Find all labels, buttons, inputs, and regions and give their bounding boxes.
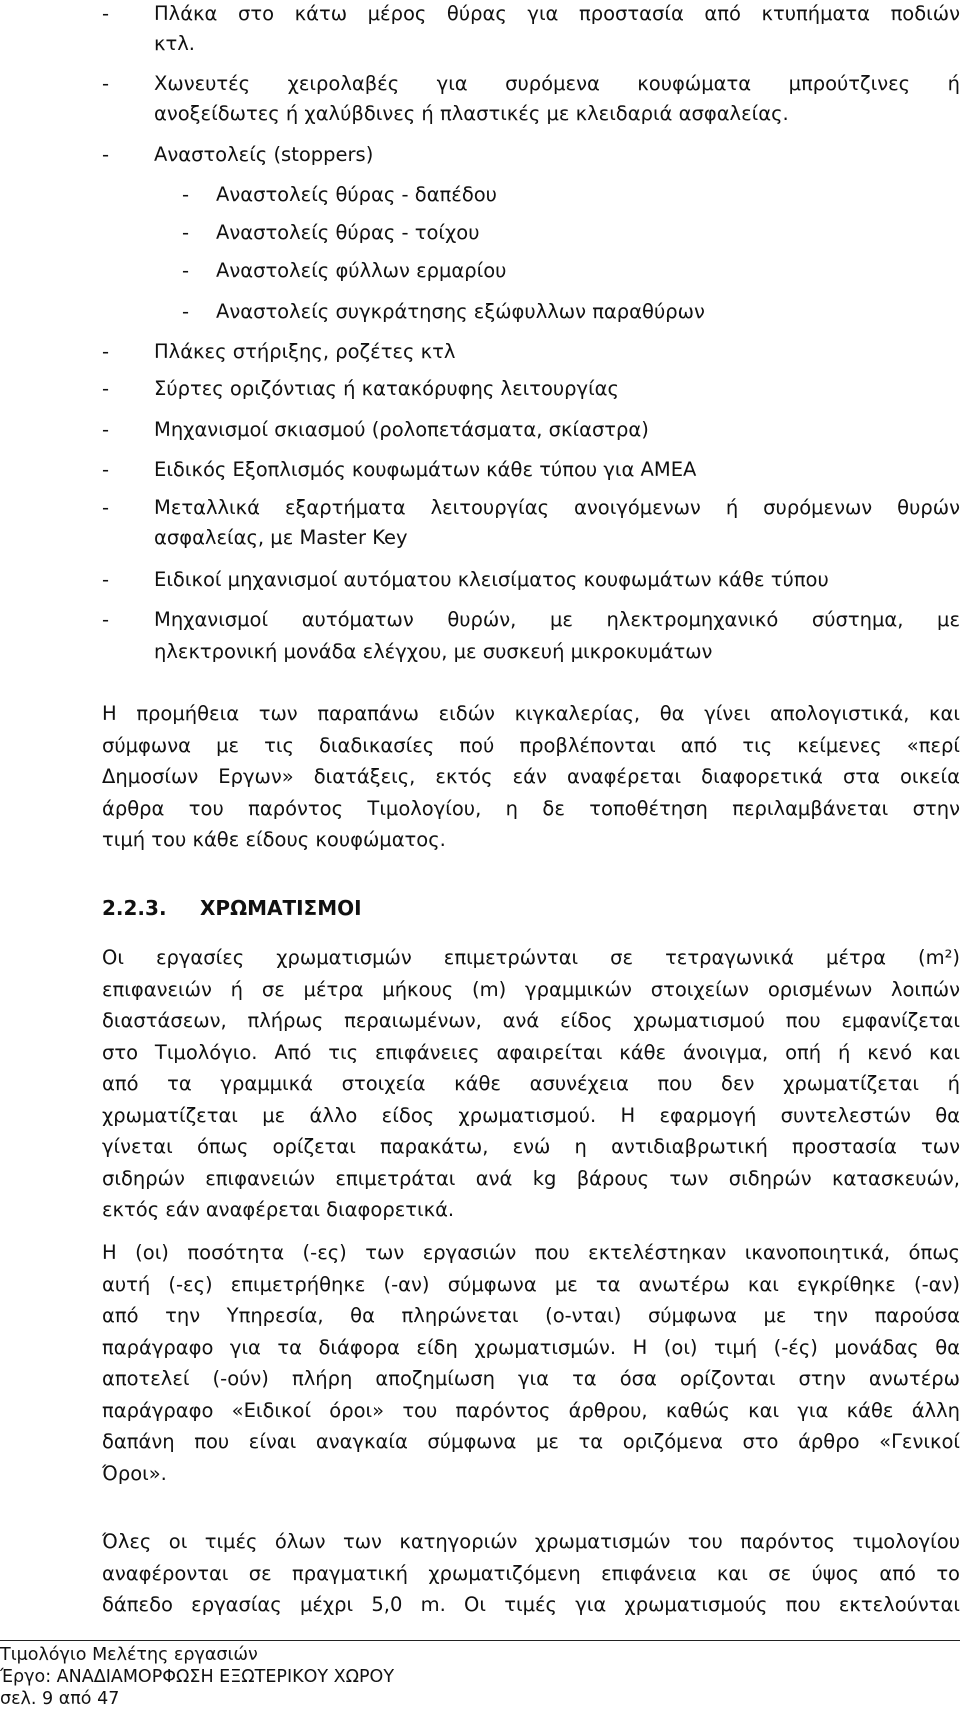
list-item-text: Πλάκα στο κάτω μέρος θύρας για προστασία από κτυπήματα ποδιών — [154, 2, 960, 25]
list-item-text: Πλάκες στήριξης, ροζέτες κτλ — [154, 340, 456, 363]
paragraph-line: εκτός εάν αναφέρεται διαφορετικά. — [102, 1198, 455, 1221]
footer-doc-title: Τιμολόγιο Μελέτης εργασιών — [0, 1645, 258, 1665]
list-dash: - — [102, 418, 110, 441]
list-dash: - — [182, 221, 190, 244]
list-item-text: ηλεκτρονική μονάδα ελέγχου, με συσκευή μικροκυμάτων — [154, 640, 713, 663]
list-dash: - — [102, 72, 110, 95]
sub-list-item-text: Αναστολείς θύρας - δαπέδου — [216, 183, 497, 206]
paragraph-measurement — [102, 942, 960, 1226]
section-number: 2.2.3. — [102, 896, 167, 920]
section-heading — [102, 896, 362, 920]
paragraph-line: στο Τιμολόγιο. Από τις επιφάνειες αφαιρείται κάθε άνοιγμα, οπή ή κενό και — [102, 1040, 960, 1064]
list-dash: - — [182, 259, 190, 282]
list-dash: - — [102, 2, 110, 25]
list-item-text: Μηχανισμοί αυτόματων θυρών, με ηλεκτρομηχανικό σύστημα, με — [154, 608, 960, 631]
paragraph-line: αναφέρονται σε πραγματική χρωματιζόμενη επιφάνεια και σε ύψος από το — [102, 1561, 960, 1585]
list-dash: - — [182, 300, 190, 323]
paragraph-line: Δημοσίων Εργων» διατάξεις, εκτός εάν αναφέρεται διαφορετικά στα οικεία — [102, 765, 960, 788]
paragraph-line: Όλες οι τιμές όλων των κατηγοριών χρωματισμών του παρόντος τιμολογίου — [102, 1530, 960, 1553]
paragraph-line: χρωματίζεται με άλλο είδος χρωματισμού. Η εφαρμογή συντελεστών θα — [102, 1103, 960, 1127]
list-item-text: Ειδικός Εξοπλισμός κουφωμάτων κάθε τύπου για ΑΜΕΑ — [154, 458, 697, 481]
sub-list-item-text: Αναστολείς συγκράτησης εξώφυλλων παραθύρων — [216, 300, 705, 323]
paragraph-prices — [102, 1526, 960, 1621]
list-item-text: κτλ. — [154, 32, 195, 55]
paragraph-line: σιδηρών επιφανειών επιμετράται ανά kg βάρους των σιδηρών κατασκευών, — [102, 1166, 960, 1190]
paragraph-line: Οι εργασίες χρωματισμών επιμετρώνται σε τετραγωνικά μέτρα (m²) — [102, 946, 960, 969]
paragraph-line: σύμφωνα με τις διαδικασίες πού προβλέπονται από τις κείμενες «περί — [102, 733, 960, 757]
list-item-text: Σύρτες οριζόντιας ή κατακόρυφης λειτουργίας — [154, 377, 619, 400]
list-dash: - — [102, 568, 110, 591]
paragraph-line: Η (οι) ποσότητα (-ες) των εργασιών που εκτελέστηκαν ικανοποιητικά, όπως — [102, 1241, 960, 1264]
list-dash: - — [102, 458, 110, 481]
list-dash: - — [102, 340, 110, 363]
list-item-text: Χωνευτές χειρολαβές για συρόμενα κουφώματα μπρούτζινες ή — [154, 72, 960, 95]
footer-divider — [0, 1640, 960, 1641]
list-dash: - — [102, 496, 110, 519]
paragraph-line: επιφανειών ή σε μέτρα μήκους (m) γραμμικών στοιχείων ορισμένων λοιπών — [102, 977, 960, 1001]
paragraph-line: παράγραφο «Ειδικοί όροι» του παρόντος άρθρου, καθώς και για κάθε άλλη — [102, 1398, 960, 1422]
paragraph-line: άρθρα του παρόντος Τιμολογίου, η δε τοποθέτηση περιλαμβάνεται στην — [102, 796, 960, 820]
list-item-text: Αναστολείς (stoppers) — [154, 143, 374, 166]
paragraph-line: Η προμήθεια των παραπάνω ειδών κιγκαλερίας, θα γίνει απολογιστικά, και — [102, 702, 960, 725]
paragraph-quantity — [102, 1237, 960, 1489]
paragraph-line: δάπεδο εργασίας μέχρι 5,0 m. Οι τιμές για χρωματισμούς που εκτελούνται — [102, 1593, 960, 1616]
paragraph-line: γίνεται όπως ορίζεται παρακάτω, ενώ η αντιδιαβρωτική προστασία των — [102, 1135, 960, 1158]
paragraph-line: από την Υπηρεσία, θα πληρώνεται (ο-νται) σύμφωνα με την παρούσα — [102, 1304, 960, 1327]
section-title: ΧΡΩΜΑΤΙΣΜΟΙ — [200, 896, 362, 920]
paragraph-line: Όροι». — [102, 1461, 167, 1485]
paragraph-line: αποτελεί (-ούν) πλήρη αποζημίωση για τα όσα ορίζονται στην ανωτέρω — [102, 1367, 960, 1390]
paragraph-line: δαπάνη που είναι αναγκαία σύμφωνα με τα οριζόμενα στο άρθρο «Γενικοί — [102, 1430, 960, 1453]
list-dash: - — [102, 608, 110, 631]
paragraph-line: αυτή (-ες) επιμετρήθηκε (-αν) σύμφωνα με τα ανωτέρω και εγκρίθηκε (-αν) — [102, 1272, 960, 1296]
paragraph-line: διαστάσεων, πλήρως περαιωμένων, ανά είδος χρωματισμού που εμφανίζεται — [102, 1009, 960, 1032]
sub-list-item-text: Αναστολείς φύλλων ερμαρίου — [216, 259, 507, 282]
paragraph-line: παράγραφο για τα διάφορα είδη χρωματισμών. Η (οι) τιμή (-ές) μονάδας θα — [102, 1335, 960, 1359]
sub-list-item-text: Αναστολείς θύρας - τοίχου — [216, 221, 480, 244]
list-item-text: ανοξείδωτες ή χαλύβδινες ή πλαστικές με κλειδαριά ασφαλείας. — [154, 102, 789, 125]
list-item-text: ασφαλείας, με Master Key — [154, 526, 408, 549]
footer-project: Έργο: ΑΝΑΔΙΑΜΟΡΦΩΣΗ ΕΞΩΤΕΡΙΚΟΥ ΧΩΡΟΥ — [0, 1667, 395, 1687]
paragraph-line: από τα γραμμικά στοιχεία κάθε ασυνέχεια που δεν χρωματίζεται ή — [102, 1072, 960, 1095]
list-item-text: Μηχανισμοί σκιασμού (ρολοπετάσματα, σκίαστρα) — [154, 418, 649, 441]
list-dash: - — [182, 183, 190, 206]
footer-page-number: σελ. 9 από 47 — [0, 1689, 120, 1709]
list-dash: - — [102, 377, 110, 400]
paragraph-line: τιμή του κάθε είδους κουφώματος. — [102, 828, 446, 851]
paragraph-supply — [102, 698, 960, 856]
list-item-text: Ειδικοί μηχανισμοί αυτόματου κλεισίματος κουφωμάτων κάθε τύπου — [154, 568, 829, 591]
list-item-text: Μεταλλικά εξαρτήματα λειτουργίας ανοιγόμενων ή συρόμενων θυρών — [154, 496, 960, 519]
list-dash: - — [102, 143, 110, 166]
